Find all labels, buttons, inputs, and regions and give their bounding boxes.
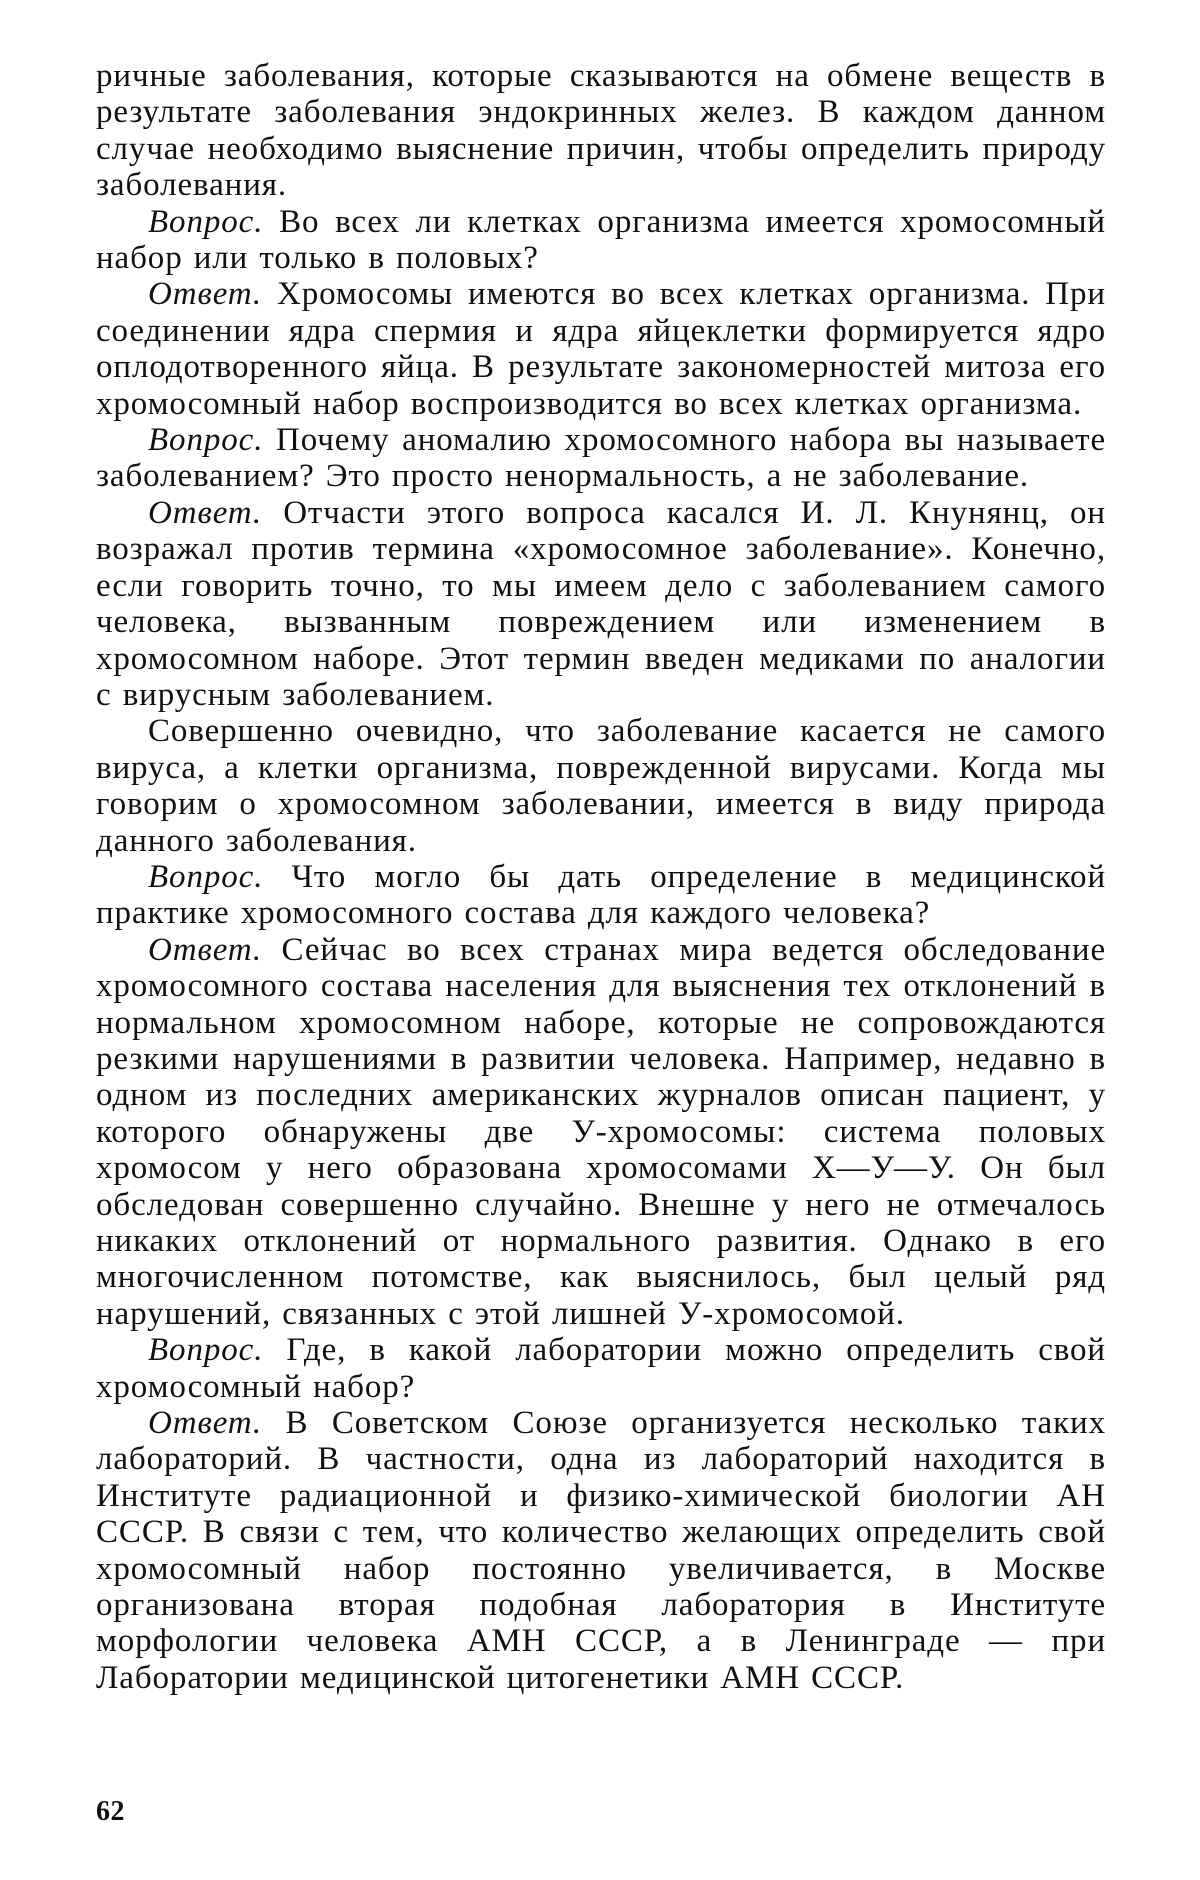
- question-paragraph: [96, 1332, 1106, 1405]
- question-text: Где, в какой лаборатории можно определить свой хромосомный набор?: [96, 1332, 1106, 1405]
- question-paragraph: [96, 204, 1106, 277]
- question-lead: Вопрос.: [148, 203, 264, 240]
- answer-text: Отчасти этого вопроса касался И. Л. Кнунянц, он возражал против термина «хромосомное заболевание». Конечно, если говорить точно, то мы имеем дело с заболеванием самого человека, вызванным повреждением или изменением в хромосомном наборе. Этот термин введен медиками по аналогии с вирусным заболеванием.: [96, 494, 1106, 713]
- paragraph-text: ричные заболевания, которые сказываются на обмене веществ в результате заболевания эндокринных желез. В каждом данном случае необходимо выяснение причин, чтобы определить природу заболевания.: [96, 58, 1106, 204]
- answer-paragraph: [96, 932, 1106, 1332]
- answer-text: В Советском Союзе организуется несколько таких лабораторий. В частности, одна из лабораторий находится в Институте радиационной и физико-химической биологии АН СССР. В связи с тем, что количество желающих определить свой хромосомный набор постоянно увеличивается, в Москве организована вторая подобная лаборатория в Институте морфологии человека АМН СССР, а в Ленинграде — при Лаборатории медицинской цитогенетики АМН СССР.: [96, 1405, 1106, 1696]
- answer-lead: Ответ.: [148, 931, 263, 968]
- answer-continuation-paragraph: [96, 713, 1106, 859]
- question-paragraph: [96, 859, 1106, 932]
- paragraph-continuation: [96, 58, 1106, 204]
- answer-text: Хромосомы имеются во всех клетках организма. При соединении ядра спермия и ядра яйцеклетки формируется ядро оплодотворенного яйца. В результате закономерностей митоза его хромосомный набор воспроизводится во всех клетках организма.: [96, 276, 1106, 422]
- answer-paragraph: [96, 495, 1106, 713]
- answer-lead: Ответ.: [148, 494, 263, 531]
- answer-lead: Ответ.: [148, 1405, 263, 1442]
- question-text: Что могло бы дать определение в медицинской практике хромосомного состава для каждого человека?: [96, 858, 1106, 932]
- question-lead: Вопрос.: [148, 858, 264, 895]
- question-paragraph: [96, 422, 1106, 495]
- question-text: Во всех ли клетках организма имеется хромосомный набор или только в половых?: [96, 203, 1106, 277]
- page-body: [96, 58, 1106, 1696]
- answer-lead: Ответ.: [148, 276, 263, 313]
- question-text: Почему аномалию хромосомного набора вы называете заболеванием? Это просто ненормальность, а не заболевание.: [96, 422, 1106, 495]
- page-number: 62: [96, 1796, 125, 1827]
- answer-paragraph: [96, 276, 1106, 422]
- answer-paragraph: [96, 1405, 1106, 1696]
- paragraph-text: Совершенно очевидно, что заболевание касается не самого вируса, а клетки организма, поврежденной вирусами. Когда мы говорим о хромосомном заболевании, имеется в виду природа данного заболевания.: [96, 713, 1106, 859]
- answer-text: Сейчас во всех странах мира ведется обследование хромосомного состава населения для выяснения тех отклонений в нормальном хромосомном наборе, которые не сопровождаются резкими нарушениями в развитии человека. Например, недавно в одном из последних американских журналов описан пациент, у которого обнаружены две У-хромосомы: система половых хромосом у него образована хромосомами Х—У—У. Он был обследован совершенно случайно. Внешне у него не отмечалось никаких отклонений от нормального развития. Однако в его многочисленном потомстве, как выяснилось, был целый ряд нарушений, связанных с этой лишней У-хромосомой.: [96, 931, 1106, 1332]
- question-lead: Вопрос.: [148, 1332, 264, 1369]
- question-lead: Вопрос.: [148, 422, 264, 459]
